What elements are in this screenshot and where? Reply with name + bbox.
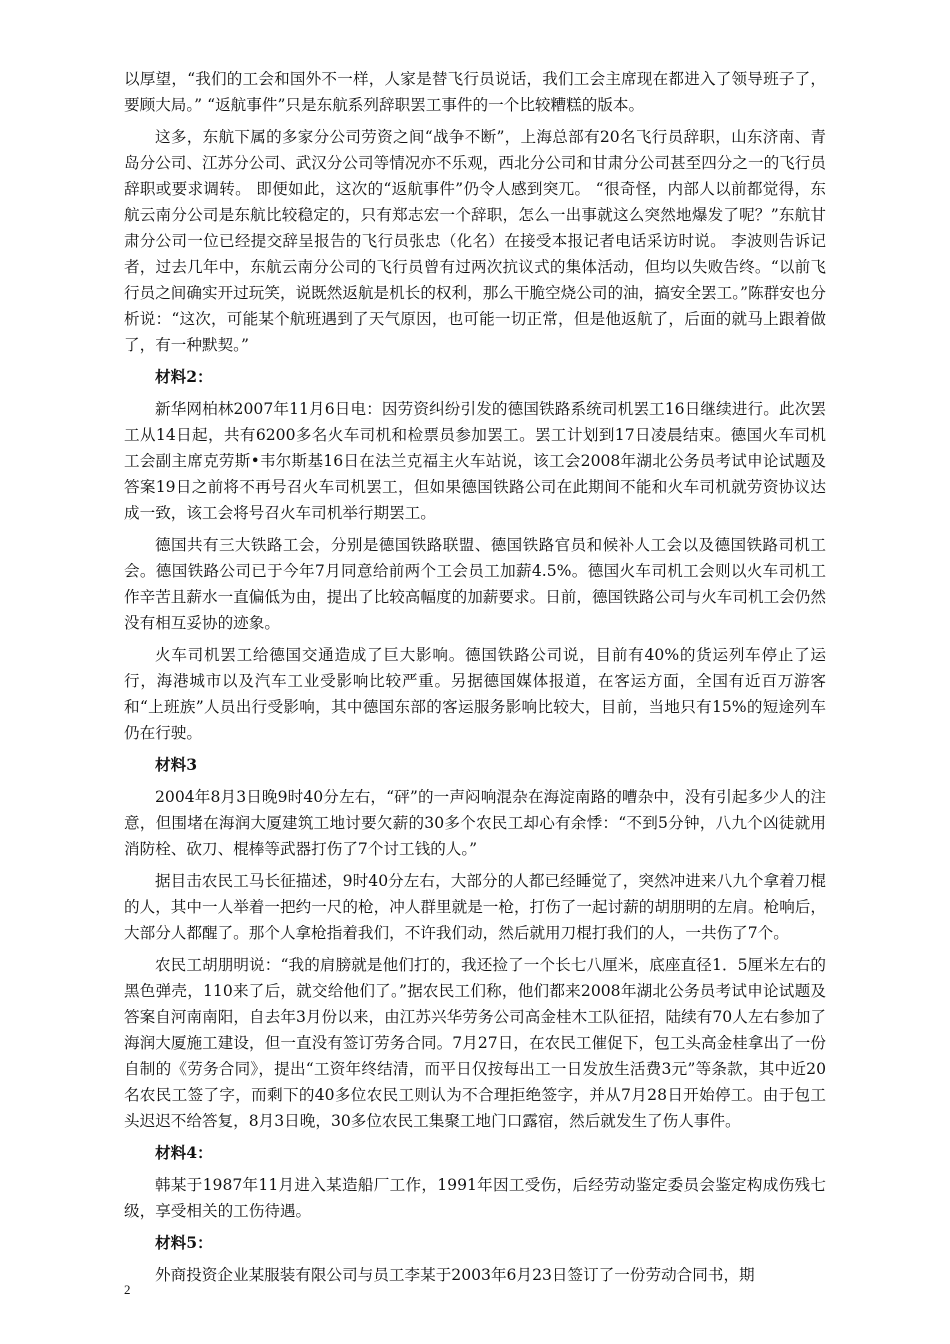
material-5-heading: 材料5： [155,1233,213,1252]
page-number: 2 [124,1282,131,1297]
paragraph: 韩某于1987年11月进入某造船厂工作，1991年因工受伤，后经劳动鉴定委员会鉴定构成伤残七级，享受相关的工伤待遇。 [124,1176,826,1220]
paragraph: 这多，东航下属的多家分公司劳资之间“战争不断”，上海总部有20名飞行员辞职，山东济南、青岛分公司、江苏分公司、武汉分公司等情况亦不乐观，西北分公司和甘肃分公司甚至四分之一的飞行员辞职或要求调转。 即便如此，这次的“返航事件”仍令人感到突兀。 “很奇怪，内部人以前都觉得，东航云南分公司是东航比较稳定的，只有郑志宏一个辞职，怎么一出事就这么突然地爆发了呢？”东航甘肃分公司一位已经提交辞呈报告的飞行员张忠（化名）在接受本报记者电话采访时说。 李波则告诉记者，过去几年中，东航云南分公司的飞行员曾有过两次抗议式的集体活动，但均以失败告终。“以前飞行员之间确实开过玩笑，说既然返航是机长的权利，那么干脆空烧公司的油，搞安全罢工。”陈群安也分析说：“这次，可能某个航班遇到了天气原因，也可能一切正常，但是他返航了，后面的就马上跟着做了，有一种默契。” [124,128,826,354]
paragraph: 外商投资企业某服装有限公司与员工李某于2003年6月23日签订了一份劳动合同书，期 [155,1266,755,1284]
document-body [124,66,826,1294]
material-4-heading: 材料4： [155,1143,213,1162]
material-3-heading: 材料3 [155,755,198,774]
paragraph: 新华网柏林2007年11月6日电：因劳资纠纷引发的德国铁路系统司机罢工16日继续进行。此次罢工从14日起，共有6200多名火车司机和检票员参加罢工。罢工计划到17日凌晨结束。德国火车司机工会副主席克劳斯•韦尔斯基16日在法兰克福主火车站说，该工会2008年湖北公务员考试申论试题及答案19日之前将不再号召火车司机罢工，但如果德国铁路公司在此期间不能和火车司机就劳资协议达成一致，该工会将号召火车司机举行期罢工。 [124,400,826,522]
paragraph: 火车司机罢工给德国交通造成了巨大影响。德国铁路公司说，目前有40%的货运列车停止了运行，海港城市以及汽车工业受影响比较严重。另据德国媒体报道，在客运方面，全国有近百万游客和“上班族”人员出行受影响，其中德国东部的客运服务影响比较大，目前，当地只有15%的短途列车仍在行驶。 [124,646,826,742]
paragraph: 2004年8月3日晚9时40分左右，“砰”的一声闷响混杂在海淀南路的嘈杂中，没有引起多少人的注意，但围堵在海润大厦建筑工地讨要欠薪的30多个农民工却心有余悸：“不到5分钟，八九个凶徒就用消防栓、砍刀、棍棒等武器打伤了7个讨工钱的人。” [124,788,826,858]
paragraph: 据目击农民工马长征描述，9时40分左右，大部分的人都已经睡觉了，突然冲进来八九个拿着刀棍的人，其中一人举着一把约一尺的枪，冲人群里就是一枪，打伤了一起讨薪的胡朋明的左肩。枪响后，大部分人都醒了。那个人拿枪指着我们，不许我们动，然后就用刀棍打我们的人，一共伤了7个。 [124,872,826,942]
paragraph: 德国共有三大铁路工会，分别是德国铁路联盟、德国铁路官员和候补人工会以及德国铁路司机工会。德国铁路公司已于今年7月同意给前两个工会员工加薪4.5%。德国火车司机工会则以火车司机工作辛苦且薪水一直偏低为由，提出了比较高幅度的加薪要求。日前，德国铁路公司与火车司机工会仍然没有相互妥协的迹象。 [124,536,826,632]
paragraph: 以厚望，“我们的工会和国外不一样，人家是替飞行员说话，我们工会主席现在都进入了领导班子了，要顾大局。” “返航事件”只是东航系列辞职罢工事件的一个比较糟糕的版本。 [124,70,826,114]
paragraph: 农民工胡朋明说：“我的肩膀就是他们打的，我还捡了一个长七八厘米，底座直径1．5厘米左右的黑色弹壳，110来了后，就交给他们了。”据农民工们称，他们都来2008年湖北公务员考试申论试题及答案自河南南阳，自去年3月份以来，由江苏兴华劳务公司高金桂木工队征招，陆续有70人左右参加了海润大厦施工建设，但一直没有签订劳务合同。7月27日，在农民工催促下，包工头高金桂拿出了一份自制的《劳务合同》，提出“工资年终结清，而平日仅按每出工一日发放生活费3元”等条款，其中近20名农民工签了字，而剩下的40多位农民工则认为不合理拒绝签字，并从7月28日开始停工。由于包工头迟迟不给答复，8月3日晚，30多位农民工集聚工地门口露宿，然后就发生了伤人事件。 [124,956,826,1130]
material-2-heading: 材料2： [155,367,213,386]
